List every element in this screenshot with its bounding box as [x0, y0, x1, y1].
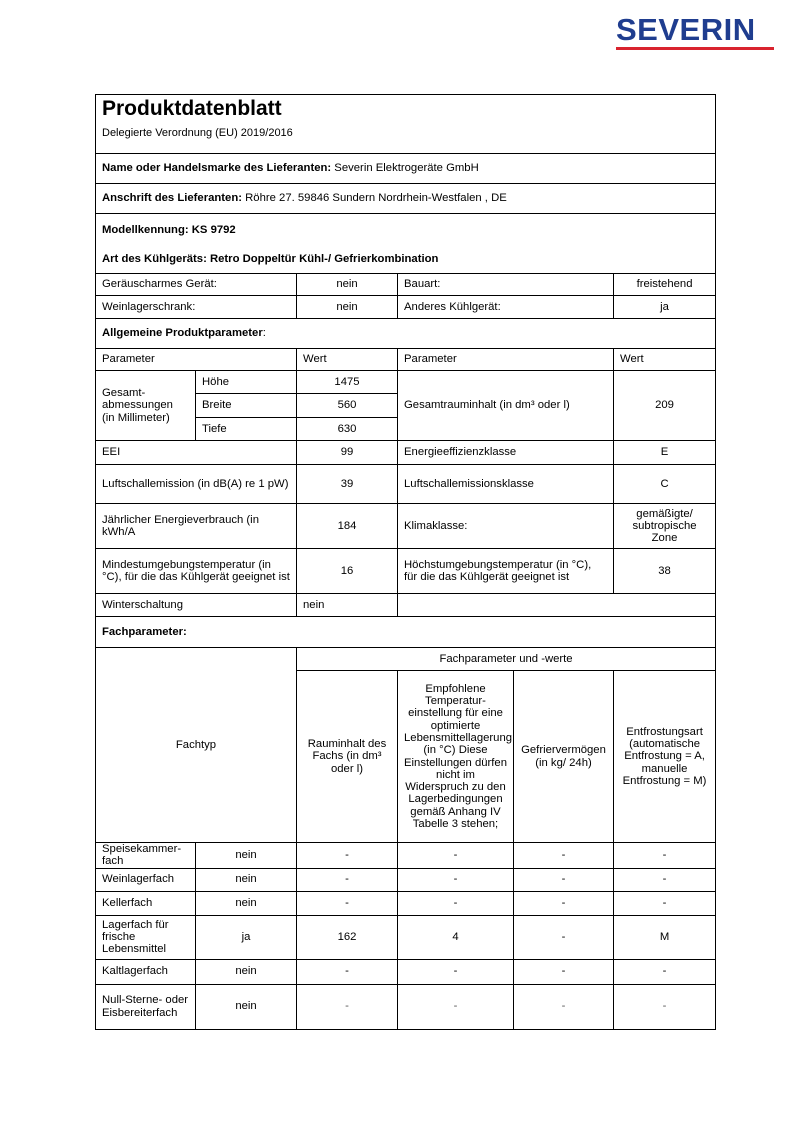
fach-volume: - [297, 868, 398, 891]
type-value: Retro Doppeltür Kühl-/ Gefrierkombination [206, 253, 439, 266]
address-label: Anschrift des Lieferanten: [102, 192, 242, 205]
defrost-header: Entfrostungsart (automatische Entfrostung = A, manuelle Entfrostung = M) [614, 671, 716, 843]
fach-present: nein [196, 984, 297, 1029]
brand-name: SEVERIN [616, 12, 756, 47]
type-row [96, 246, 716, 274]
cell-value: 39 [297, 465, 398, 504]
row-noise-emission [96, 465, 716, 504]
fach-present: nein [196, 843, 297, 869]
general-heading: Allgemeine Produktparameter [102, 327, 263, 340]
fach-defrost: M [614, 915, 716, 959]
cell-label: Bauart: [398, 274, 614, 296]
logo-underline [616, 47, 774, 50]
header-parameter: Parameter [96, 349, 297, 371]
width-value: 560 [297, 394, 398, 418]
depth-value: 630 [297, 418, 398, 441]
type-label: Art des Kühlgeräts: [102, 253, 207, 266]
product-data-sheet [95, 94, 716, 1030]
fach-freezing: - [514, 843, 614, 869]
supplier-label: Name oder Handelsmarke des Lieferanten: [102, 162, 332, 175]
fach-freezing: - [514, 891, 614, 915]
cell-value: 16 [297, 549, 398, 594]
empty-cell [398, 594, 716, 617]
dimensions-label: Gesamt- abmessungen (in Millimeter) [96, 371, 196, 441]
fach-row [96, 959, 716, 984]
cell-value: nein [297, 274, 398, 296]
fach-row [96, 843, 716, 869]
header-value: Wert [614, 349, 716, 371]
total-volume-label: Gesamtrauminhalt (in dm³ oder l) [398, 371, 614, 441]
cell-label: Weinlagerschrank: [96, 296, 297, 319]
row-winter [96, 594, 716, 617]
row-wine-cabinet [96, 296, 716, 319]
winter-label: Winterschaltung [96, 594, 297, 617]
fach-heading: Fachparameter: [96, 617, 716, 648]
fach-present: nein [196, 959, 297, 984]
model-row: Modellkennung: KS 9792 [96, 214, 716, 246]
fach-temperature: 4 [398, 915, 514, 959]
cell-value: C [614, 465, 716, 504]
cell-label: EEI [96, 441, 297, 465]
fach-freezing: - [514, 915, 614, 959]
address-value: Röhre 27. 59846 Sundern Nordrhein-Westfalen , DE [241, 192, 507, 205]
cell-value: 99 [297, 441, 398, 465]
address-row [96, 184, 716, 214]
depth-label: Tiefe [196, 418, 297, 441]
fach-freezing: - [514, 959, 614, 984]
row-energy-consumption [96, 504, 716, 549]
winter-value: nein [297, 594, 398, 617]
fach-defrost: - [614, 959, 716, 984]
temperature-header: Empfohlene Temperatur-einstellung für eine optimierte Lebensmittellagerung (in °C) Diese Einstellungen dürfen nicht im Widerspruch zu den Lagerbedingungen gemäß Anhang IV Tabelle 3 stehen; [398, 671, 514, 843]
height-value: 1475 [297, 371, 398, 394]
fach-freezing: - [514, 984, 614, 1029]
cell-value: gemäßigte/ subtropische Zone [614, 504, 716, 549]
header-value: Wert [297, 349, 398, 371]
fach-freezing: - [514, 868, 614, 891]
supplier-row [96, 154, 716, 184]
row-eei [96, 441, 716, 465]
fach-row [96, 868, 716, 891]
header-parameter: Parameter [398, 349, 614, 371]
row-noise-device [96, 274, 716, 296]
fach-temperature: - [398, 843, 514, 869]
fach-name: Weinlagerfach [96, 868, 196, 891]
cell-value: E [614, 441, 716, 465]
fach-volume: - [297, 984, 398, 1029]
cell-label: Jährlicher Energieverbrauch (in kWh/A [96, 504, 297, 549]
fach-name: Kaltlagerfach [96, 959, 196, 984]
fach-defrost: - [614, 984, 716, 1029]
fach-temperature: - [398, 984, 514, 1029]
severin-logo [616, 14, 776, 50]
general-heading-row [96, 319, 716, 349]
fach-name: Lagerfach für frische Lebensmittel [96, 915, 196, 959]
cell-label: Luftschallemission (in dB(A) re 1 pW) [96, 465, 297, 504]
cell-value: 184 [297, 504, 398, 549]
fach-row [96, 984, 716, 1029]
volume-header: Rauminhalt des Fachs (in dm³ oder l) [297, 671, 398, 843]
cell-label: Höchstumgebungstemperatur (in °C), für die das Kühlgerät geeignet ist [398, 549, 614, 594]
cell-label: Anderes Kühlgerät: [398, 296, 614, 319]
fach-volume: - [297, 843, 398, 869]
width-label: Breite [196, 394, 297, 418]
cell-value: 38 [614, 549, 716, 594]
page-title: Produktdatenblatt [102, 97, 282, 120]
fachtyp-header: Fachtyp [96, 648, 297, 843]
fach-row [96, 915, 716, 959]
fach-present: ja [196, 915, 297, 959]
fach-row [96, 891, 716, 915]
fach-name: Speisekammer-fach [96, 843, 196, 869]
row-temperature-range [96, 549, 716, 594]
page-subtitle: Delegierte Verordnung (EU) 2019/2016 [102, 127, 293, 139]
fach-temperature: - [398, 868, 514, 891]
cell-label: Energieeffizienzklasse [398, 441, 614, 465]
fach-volume: 162 [297, 915, 398, 959]
param-header-row [96, 349, 716, 371]
total-volume-value: 209 [614, 371, 716, 441]
fach-defrost: - [614, 868, 716, 891]
general-heading-colon: : [262, 327, 266, 340]
fach-defrost: - [614, 891, 716, 915]
cell-label: Geräuscharmes Gerät: [96, 274, 297, 296]
fach-present: nein [196, 868, 297, 891]
fach-temperature: - [398, 959, 514, 984]
height-label: Höhe [196, 371, 297, 394]
fach-volume: - [297, 959, 398, 984]
fach-volume: - [297, 891, 398, 915]
title-cell [96, 95, 716, 154]
fach-group-header: Fachparameter und -werte [297, 648, 716, 671]
cell-label: Luftschallemissionsklasse [398, 465, 614, 504]
cell-value: freistehend [614, 274, 716, 296]
cell-value: ja [614, 296, 716, 319]
cell-label: Mindestumgebungstemperatur (in °C), für die das Kühlgerät geeignet ist [96, 549, 297, 594]
supplier-value: Severin Elektrogeräte GmbH [331, 162, 479, 175]
freezing-header: Gefriervermögen (in kg/ 24h) [514, 671, 614, 843]
fach-present: nein [196, 891, 297, 915]
cell-label: Klimaklasse: [398, 504, 614, 549]
fach-defrost: - [614, 843, 716, 869]
fach-name: Null-Sterne- oder Eisbereiterfach [96, 984, 196, 1029]
fach-temperature: - [398, 891, 514, 915]
fach-name: Kellerfach [96, 891, 196, 915]
cell-value: nein [297, 296, 398, 319]
